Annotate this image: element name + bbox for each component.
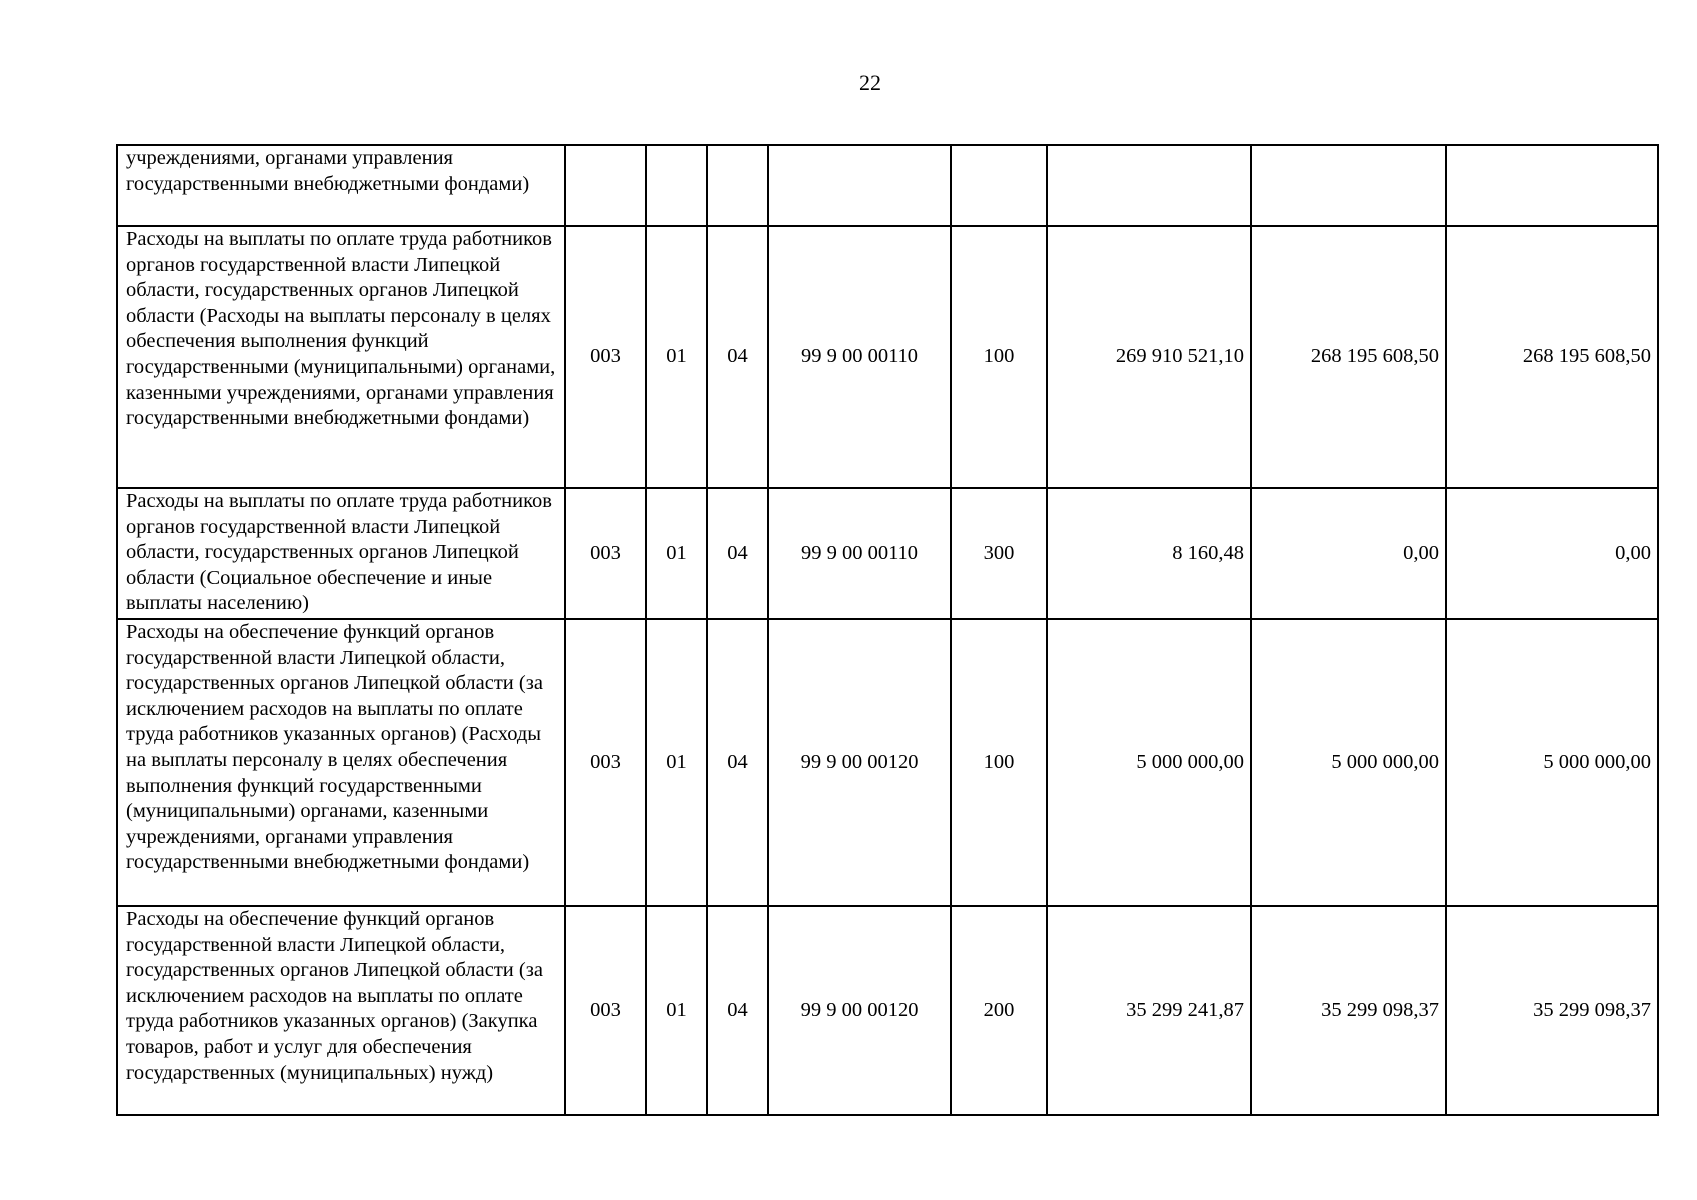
target-article-code: 99 9 00 00120 [768,906,951,1115]
amount-col-3 [1446,145,1658,226]
expense-type-code: 200 [951,906,1047,1115]
ministry-code: 003 [565,906,646,1115]
amount-col-3: 0,00 [1446,488,1658,619]
target-article-code [768,145,951,226]
amount-col-2: 0,00 [1251,488,1446,619]
expense-type-code: 100 [951,226,1047,488]
section-code: 01 [646,906,707,1115]
subsection-code [707,145,768,226]
section-code: 01 [646,226,707,488]
row-description: Расходы на выплаты по оплате труда работников органов государственной власти Липецкой области, государственных органов Липецкой области (Социальное обеспечение и иные выплаты населению) [117,488,565,619]
expense-type-code: 300 [951,488,1047,619]
section-code: 01 [646,488,707,619]
page-number: 22 [859,70,881,95]
amount-col-1 [1047,145,1251,226]
subsection-code: 04 [707,906,768,1115]
expense-type-code [951,145,1047,226]
amount-col-1: 5 000 000,00 [1047,619,1251,906]
row-description: Расходы на обеспечение функций органов государственной власти Липецкой области, государственных органов Липецкой области (за исключением расходов на выплаты по оплате труда работников указанных органов) (Расходы на выплаты персоналу в целях обеспечения выполнения функций государственными (муниципальными) органами, казенными учреждениями, органами управления государственными внебюджетными фондами) [117,619,565,906]
amount-col-3: 5 000 000,00 [1446,619,1658,906]
section-code [646,145,707,226]
ministry-code: 003 [565,488,646,619]
target-article-code: 99 9 00 00110 [768,488,951,619]
target-article-code: 99 9 00 00110 [768,226,951,488]
ministry-code [565,145,646,226]
target-article-code: 99 9 00 00120 [768,619,951,906]
subsection-code: 04 [707,488,768,619]
expense-type-code: 100 [951,619,1047,906]
amount-col-3: 268 195 608,50 [1446,226,1658,488]
table-row [117,619,1658,906]
amount-col-2: 5 000 000,00 [1251,619,1446,906]
ministry-code: 003 [565,226,646,488]
table-row [117,906,1658,1115]
amount-col-1: 269 910 521,10 [1047,226,1251,488]
amount-col-2: 268 195 608,50 [1251,226,1446,488]
amount-col-2 [1251,145,1446,226]
row-description: учреждениями, органами управления государственными внебюджетными фондами) [117,145,565,226]
section-code: 01 [646,619,707,906]
row-description: Расходы на выплаты по оплате труда работников органов государственной власти Липецкой области, государственных органов Липецкой области (Расходы на выплаты персоналу в целях обеспечения выполнения функций государственными (муниципальными) органами, казенными учреждениями, органами управления государственными внебюджетными фондами) [117,226,565,488]
amount-col-1: 8 160,48 [1047,488,1251,619]
amount-col-3: 35 299 098,37 [1446,906,1658,1115]
table-row [117,226,1658,488]
ministry-code: 003 [565,619,646,906]
table-row [117,145,1658,226]
amount-col-1: 35 299 241,87 [1047,906,1251,1115]
table-row [117,488,1658,619]
amount-col-2: 35 299 098,37 [1251,906,1446,1115]
row-description: Расходы на обеспечение функций органов государственной власти Липецкой области, государственных органов Липецкой области (за исключением расходов на выплаты по оплате труда работников указанных органов) (Закупка товаров, работ и услуг для обеспечения государственных (муниципальных) нужд) [117,906,565,1115]
subsection-code: 04 [707,226,768,488]
budget-table [116,144,1659,1116]
subsection-code: 04 [707,619,768,906]
